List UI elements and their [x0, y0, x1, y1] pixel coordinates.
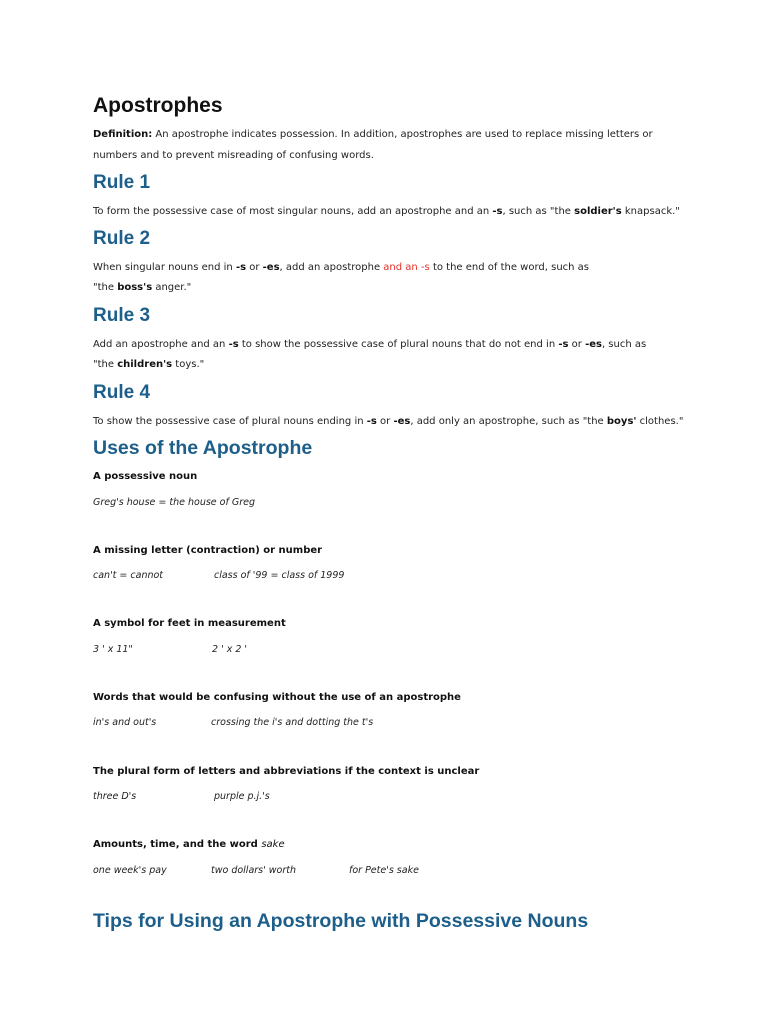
uses-heading: Uses of the Apostrophe — [93, 437, 313, 459]
definition-line-1 — [93, 129, 653, 140]
use-4-example-1: in's and out's — [93, 717, 157, 728]
rule-4-heading: Rule 4 — [93, 382, 151, 403]
use-1-title: A possessive noun — [93, 471, 198, 482]
rule-1-heading: Rule 1 — [93, 172, 151, 193]
use-5-title: The plural form of letters and abbreviations if the context is unclear — [93, 766, 480, 777]
tips-heading: Tips for Using an Apostrophe with Possessive Nouns — [93, 910, 589, 932]
use-1-example-1: Greg's house = the house of Greg — [93, 497, 255, 508]
rule-3-heading: Rule 3 — [93, 305, 151, 326]
use-3-title: A symbol for feet in measurement — [93, 618, 286, 629]
use-4-title: Words that would be confusing without the use of an apostrophe — [93, 692, 461, 703]
use-5-example-2: purple p.j.'s — [214, 791, 270, 802]
use-2-title: A missing letter (contraction) or number — [93, 545, 323, 556]
rule-1-text: To form the possessive case of most singular nouns, add an apostrophe and an -s, such as "the soldier's knapsack." — [93, 206, 680, 217]
use-6-title: Amounts, time, and the word sake — [93, 839, 285, 850]
use-6-title-italic: sake — [261, 839, 285, 850]
use-6-example-3: for Pete's sake — [349, 865, 419, 876]
definition-text-1: An apostrophe indicates possession. In addition, apostrophes are used to replace missing letters or — [152, 129, 653, 140]
rule-4-text: To show the possessive case of plural nouns ending in -s or -es, add only an apostrophe, such as "the boys' clothes." — [93, 416, 684, 427]
use-5-example-1: three D's — [93, 791, 137, 802]
rule-2-text-line-2: "the boss's anger." — [93, 282, 192, 293]
use-3-example-1: 3 ' x 11" — [93, 644, 133, 655]
page-title: Apostrophes — [93, 94, 223, 117]
rule-2-heading: Rule 2 — [93, 228, 151, 249]
rule-2-text-line-1: When singular nouns end in -s or -es, add an apostrophe and an -s to the end of the word, such as — [93, 262, 590, 273]
use-2-example-2: class of '99 = class of 1999 — [214, 570, 345, 581]
use-6-example-2: two dollars' worth — [211, 865, 296, 876]
highlight-red: and an -s — [383, 262, 430, 273]
use-3-example-2: 2 ' x 2 ' — [212, 644, 248, 655]
definition-label: Definition: — [93, 129, 153, 140]
use-4-example-2: crossing the i's and dotting the t's — [211, 717, 374, 728]
rule-3-text-line-1: Add an apostrophe and an -s to show the possessive case of plural nouns that do not end in -s or -es, such as — [93, 339, 647, 350]
definition-line-2: numbers and to prevent misreading of confusing words. — [93, 150, 374, 161]
use-6-example-1: one week's pay — [93, 865, 167, 876]
use-2-example-1: can't = cannot — [93, 570, 164, 581]
rule-3-text-line-2: "the children's toys." — [93, 359, 205, 370]
